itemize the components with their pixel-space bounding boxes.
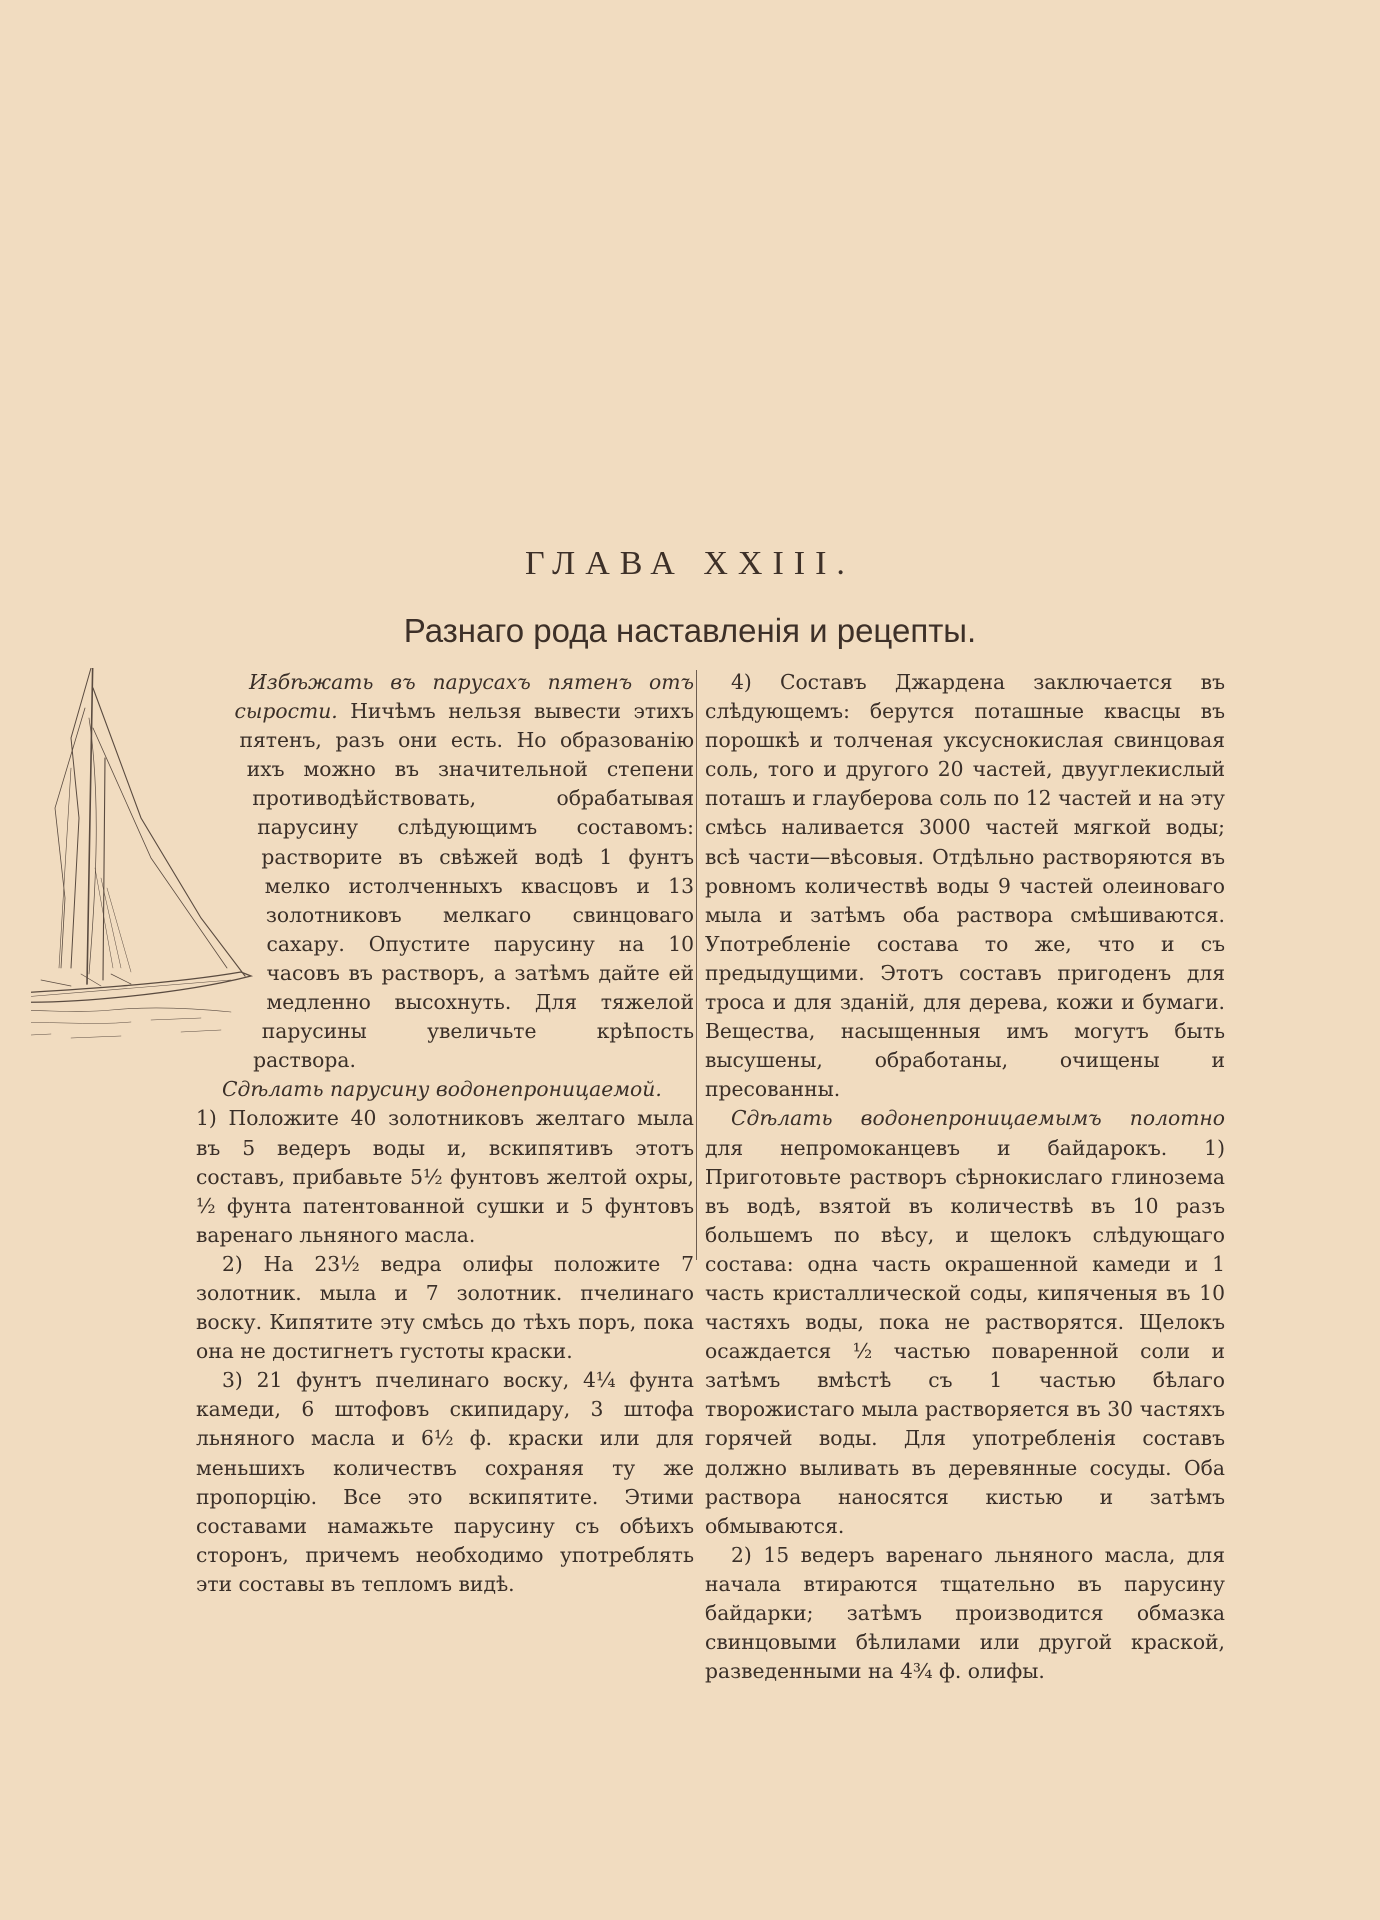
sailboat-illustration — [31, 668, 271, 1060]
heading-waterproof-cloth: Сдѣлать водонепроницаемымъ полотно — [731, 1106, 1225, 1131]
heading-waterproof-canvas: Сдѣлать парусину водонепроницаемой. — [222, 1077, 662, 1102]
recipe-4: 4) Составъ Джардена заключается въ слѣдующемъ: берутся поташные квасцы въ порошкѣ и толченая уксуснокислая свинцовая соль, того и другого 20 частей, двууглекислый поташъ и глауберова соль по 12 частей и на эту смѣсь наливается 3000 частей мягкой воды; всѣ части—вѣсовыя. Отдѣльно растворяются въ ровномъ количествѣ воды 9 частей олеиноваго мыла и затѣмъ оба раствора смѣшиваются. Употребленіе состава то же, что и съ предыдущими. Этотъ составъ пригоденъ для троса и для зданій, для дерева, кожи и бумаги. Вещества, насыщенныя имъ могутъ быть высушены, обработаны, очищены и пресованны. — [705, 670, 1225, 1102]
recipe-2: 2) На 23½ ведра олифы положите 7 золотник. мыла и 7 золотник. пчелинаго воску. Кипятите эту смѣсь до тѣхъ поръ, пока она не достигнетъ густоты краски. — [196, 1251, 694, 1364]
sailboat-icon — [31, 668, 271, 1060]
left-column — [196, 668, 694, 1599]
right-column — [705, 668, 1225, 1686]
chapter-heading: ГЛАВА XXIII. — [525, 545, 855, 582]
recipe-1: 1) Положите 40 золотниковъ желтаго мыла въ 5 ведеръ воды и, вскипятивъ этотъ составъ, прибавьте 5½ фунтовъ желтой охры, ½ фунта патентованной сушки и 5 фунтовъ варенаго льняного масла. — [196, 1106, 694, 1247]
chapter-title: Разнаго рода наставленія и рецепты. — [403, 612, 977, 649]
paragraph-waterproof-canvas — [196, 1075, 694, 1104]
text-waterproof-cloth: для непромоканцевъ и байдарокъ. 1) Приготовьте растворъ сѣрнокислаго глинозема въ водѣ, взятой въ количествѣ въ 10 разъ большемъ по вѣсу, и щелокъ слѣдующаго состава: одна часть окрашенной камеди и 1 часть кристаллической соды, кипяченыя въ 10 частяхъ воды, пока не растворятся. Щелокъ осаждается ½ частью поваренной соли и затѣмъ вмѣстѣ съ 1 частью бѣлаго творожистаго мыла растворяется въ 30 частяхъ горячей воды. Для употребленія составъ должно выливать въ деревянные сосуды. Оба раствора наносятся кистью и затѣмъ обмываются. — [705, 1135, 1225, 1538]
column-divider — [696, 670, 697, 1260]
text-spots: Ничѣмъ нельзя вывести этихъ пятенъ, разъ они есть. Но образованію ихъ можно въ значительной степени противодѣйствовать, обрабатывая парусину слѣдующимъ составомъ: растворите въ свѣжей водѣ 1 фунтъ мелко истолченныхъ квасцовъ и 13 золотниковъ мелкаго свинцоваго сахару. Опустите парусину на 10 часовъ въ растворъ, а затѣмъ дайте ей медленно высохнуть. Для тяжелой парусины увеличьте крѣпость раствора. — [239, 699, 694, 1073]
heading-spots: Избѣжать въ парусахъ пятенъ отъ сырости. — [234, 670, 694, 724]
paragraph-waterproof-cloth — [705, 1104, 1225, 1540]
paragraph-spots — [196, 668, 694, 1075]
recipe-cloth-2: 2) 15 ведеръ варенаго льняного масла, для начала втираются тщательно въ парусину байдарки; затѣмъ производится обмазка свинцовыми бѣлилами или другой краской, разведенными на 4¾ ф. олифы. — [705, 1542, 1225, 1684]
recipe-3: 3) 21 фунтъ пчелинаго воску, 4¼ фунта камеди, 6 штофовъ скипидару, 3 штофа льняного масла и 6½ ф. краски или для меньшихъ количествъ сохраняя ту же пропорцію. Все это вскипятите. Этими составами намажьте парусину съ обѣихъ сторонъ, причемъ необходимо употреблять эти составы въ тепломъ видѣ. — [196, 1368, 694, 1596]
